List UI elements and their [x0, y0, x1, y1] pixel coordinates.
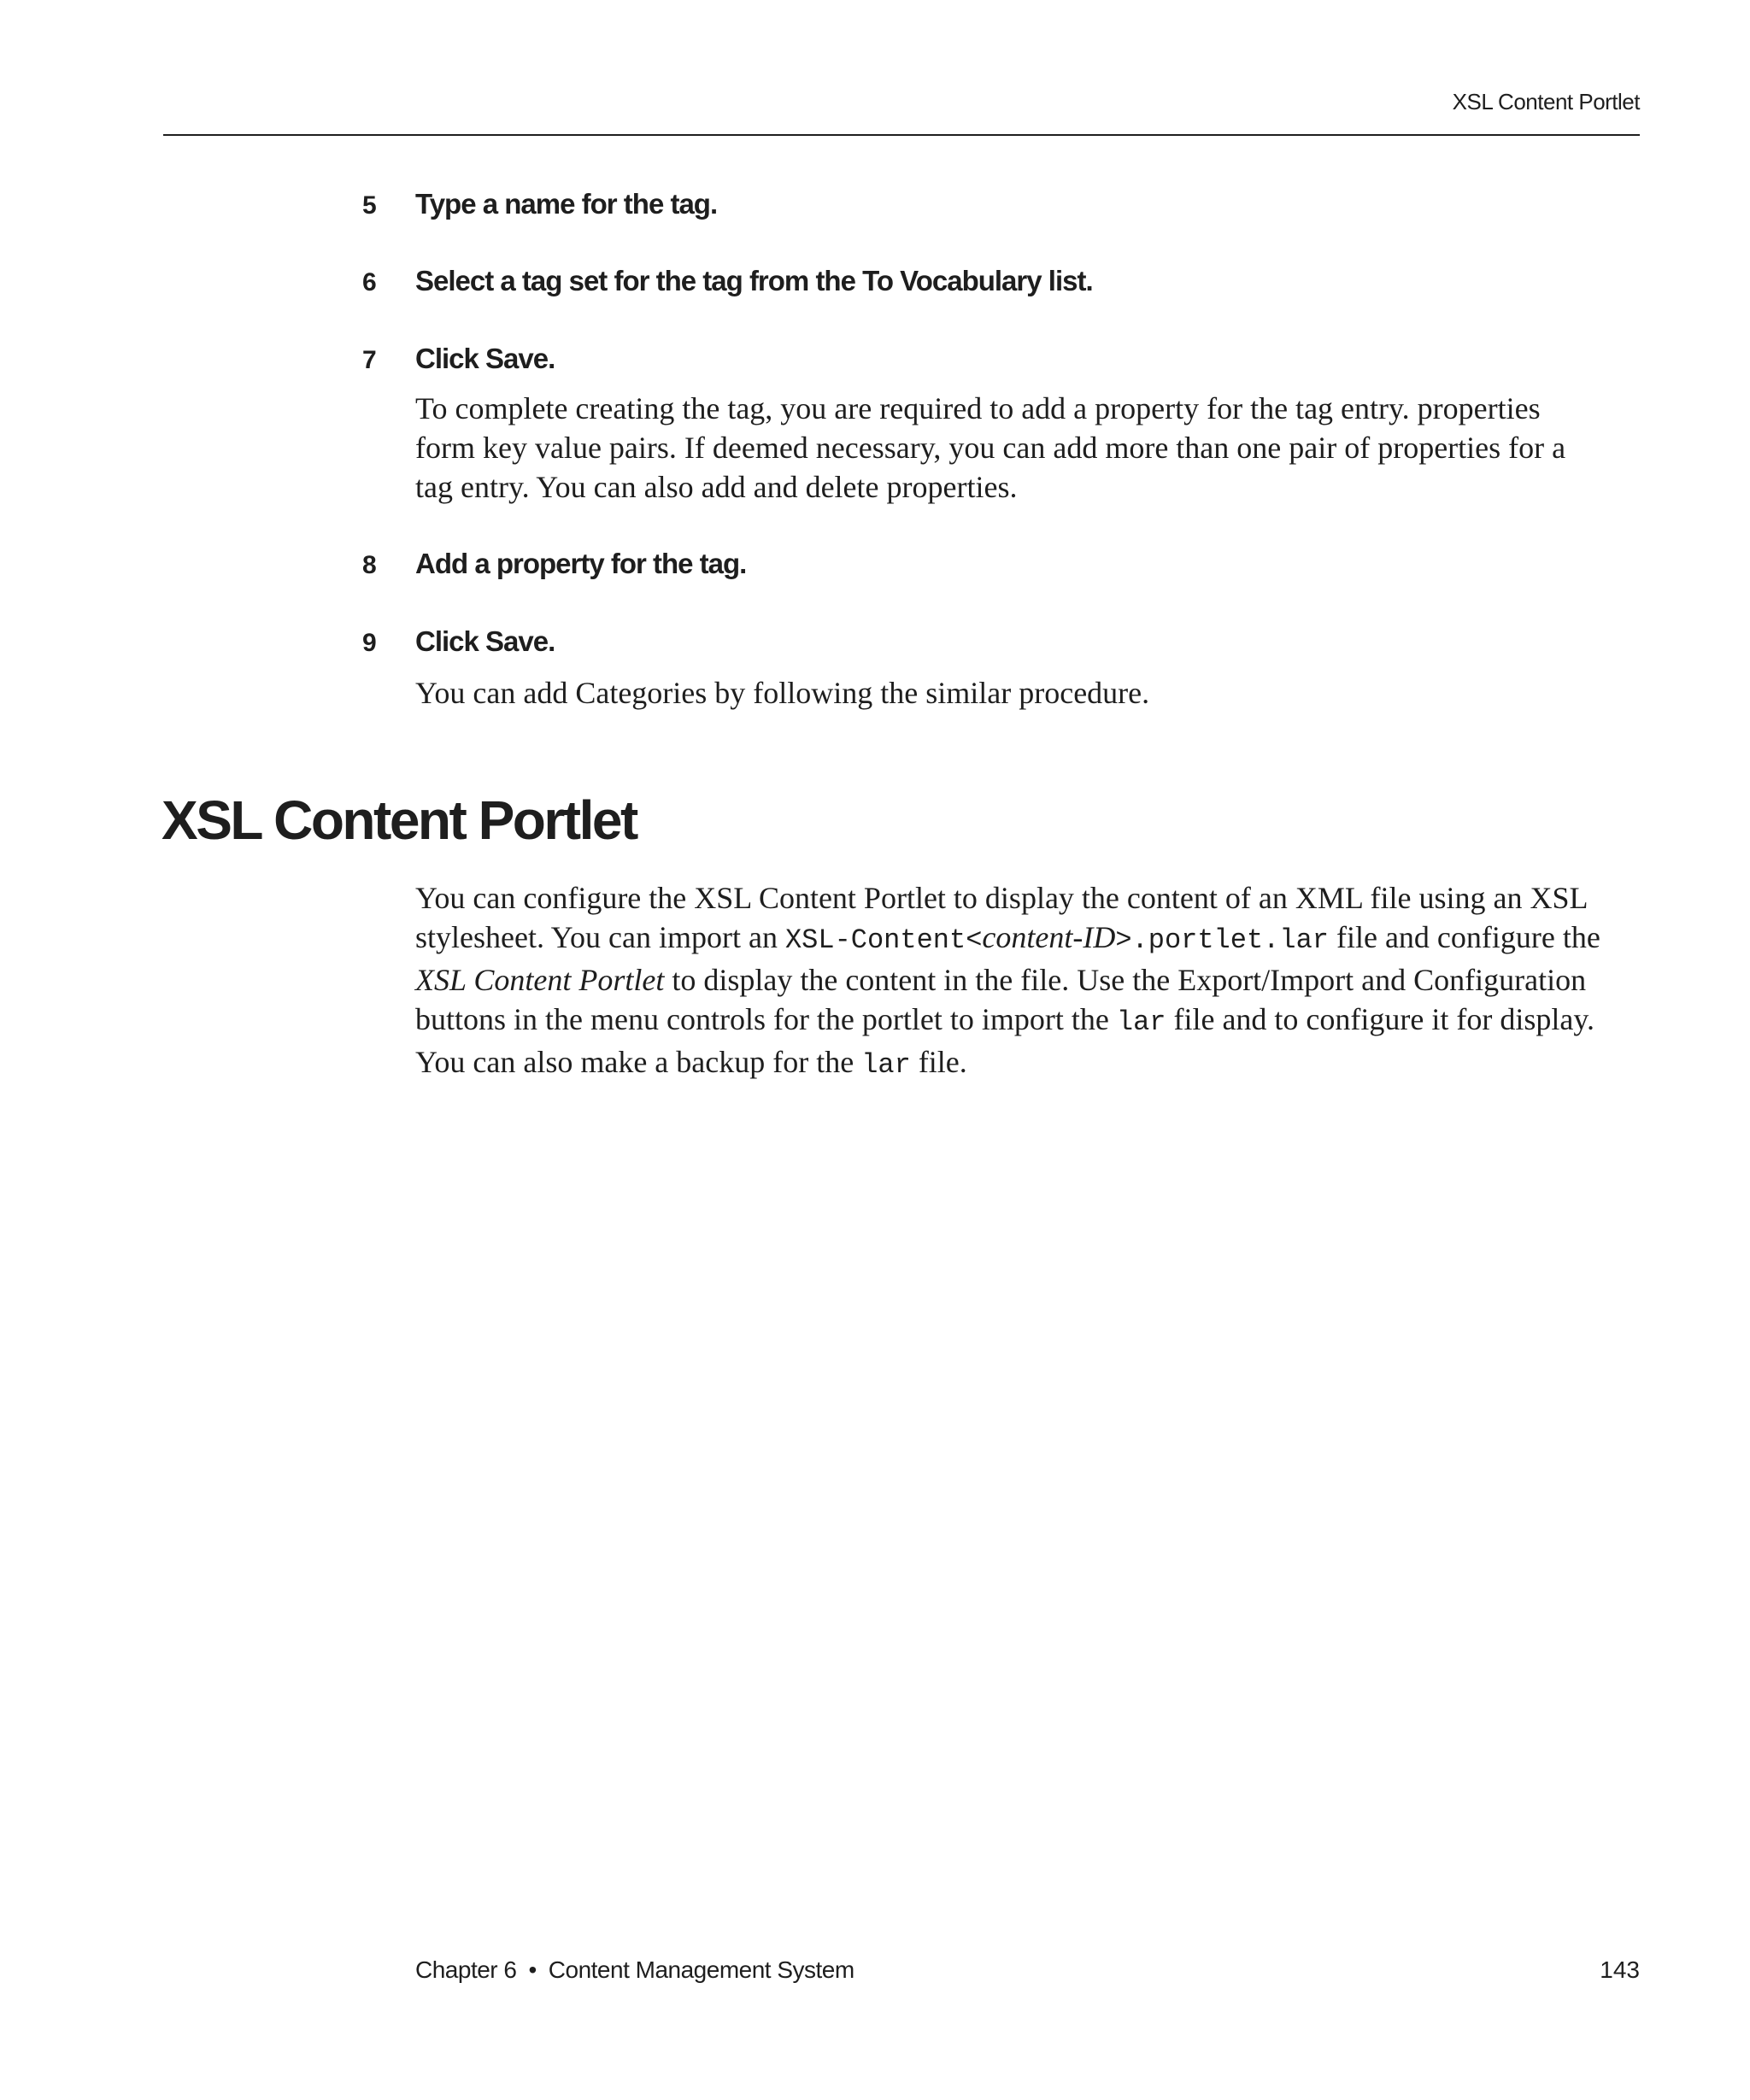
text-run: You can also make a backup for the [415, 1045, 862, 1079]
paragraph-line: tag entry. You can also add and delete properties. [415, 470, 1018, 504]
text-run: buttons in the menu controls for the portlet to import the [415, 1002, 1117, 1036]
paragraph-line [415, 1042, 1646, 1085]
step-instruction: Type a name for the tag. [415, 188, 718, 220]
text-run: stylesheet. You can import an [415, 920, 785, 954]
text-run: file. [910, 1045, 967, 1079]
step-number: 7 [362, 346, 377, 374]
step-instruction: Click Save. [415, 343, 555, 374]
chapter-title: Content Management System [548, 1956, 854, 1983]
bullet-separator: • [528, 1956, 537, 1983]
text-run: file and configure the [1328, 920, 1600, 954]
page-number: 143 [1600, 1956, 1640, 1983]
step-number: 6 [362, 268, 377, 296]
paragraph-line [415, 960, 1646, 1000]
chapter-label: Chapter 6 [415, 1956, 517, 1983]
running-header: XSL Content Portlet [1452, 89, 1640, 114]
step-7-explanation [415, 389, 1646, 507]
text-run: to display the content in the file. Use the Export/Import and Configuration [664, 963, 1587, 997]
section-paragraph [415, 878, 1646, 1085]
header-rule [163, 134, 1640, 136]
text-run: You can configure the XSL Content Portlet to display the content of an XML file using an XSL [415, 881, 1589, 915]
section-title: XSL Content Portlet [161, 789, 637, 851]
paragraph-line [415, 1000, 1646, 1042]
step-instruction: Select a tag set for the tag from the To Vocabulary list. [415, 265, 1093, 296]
footer-chapter [415, 1956, 854, 1984]
code-text: >.portlet.lar [1115, 924, 1329, 956]
step-number: 5 [362, 191, 377, 220]
italic-term: XSL Content Portlet [415, 963, 665, 997]
paragraph-line: form key value pairs. If deemed necessary, you can add more than one pair of properties for a [415, 431, 1566, 465]
paragraph-line: You can add Categories by following the similar procedure. [415, 676, 1150, 710]
code-text: lar [861, 1049, 911, 1081]
code-text: XSL-Content< [784, 924, 983, 956]
text-run: file and to configure it for display. [1166, 1002, 1595, 1036]
code-filename [784, 920, 1329, 956]
step-instruction: Add a property for the tag. [415, 548, 747, 579]
code-text: lar [1116, 1006, 1166, 1038]
paragraph-line [415, 878, 1646, 918]
placeholder-text: content-ID [982, 920, 1116, 954]
paragraph-line: To complete creating the tag, you are required to add a property for the tag entry. properties [415, 391, 1541, 425]
step-instruction: Click Save. [415, 625, 555, 657]
paragraph-line [415, 918, 1646, 960]
step-number: 8 [362, 551, 377, 579]
step-9-explanation [415, 673, 1646, 713]
step-number: 9 [362, 629, 377, 657]
